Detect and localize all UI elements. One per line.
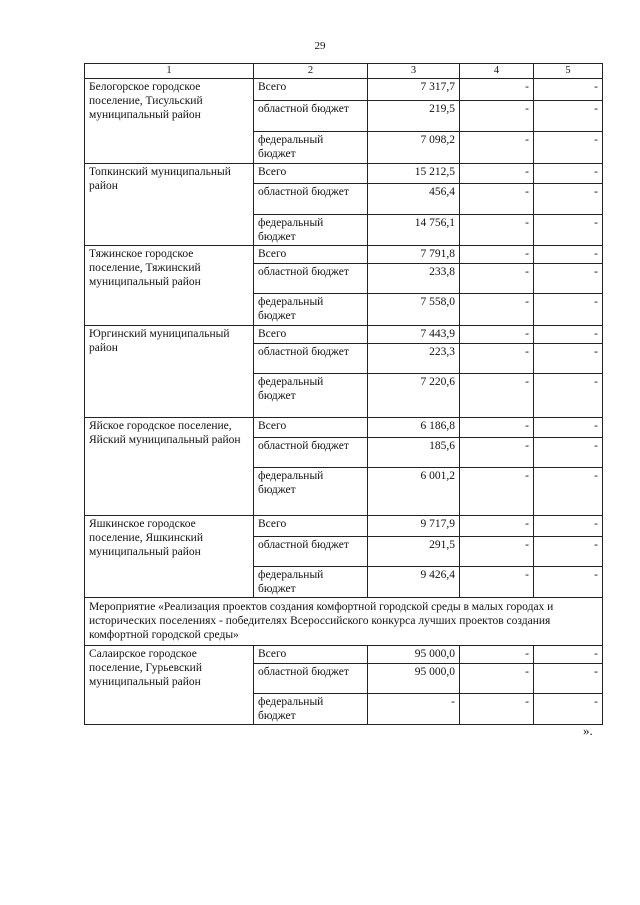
col5-cell: -: [534, 215, 603, 246]
budget-label: федеральный бюджет: [254, 468, 368, 516]
budget-label: Всего: [254, 418, 368, 438]
amount-cell: 15 212,5: [368, 164, 460, 184]
col4-cell: -: [460, 294, 534, 326]
col4-cell: -: [460, 101, 534, 132]
table-row: [85, 418, 603, 438]
budget-label: областной бюджет: [254, 184, 368, 215]
municipality-name: Топкинский муниципальный район: [85, 164, 254, 246]
header-cell-5: 5: [534, 64, 603, 79]
budget-label: областной бюджет: [254, 101, 368, 132]
header-cell-1: 1: [85, 64, 254, 79]
amount-cell: 219,5: [368, 101, 460, 132]
header-cell-2: 2: [254, 64, 368, 79]
header-cell-3: 3: [368, 64, 460, 79]
col4-cell: -: [460, 184, 534, 215]
col4-cell: -: [460, 215, 534, 246]
col4-cell: -: [460, 567, 534, 598]
budget-label: федеральный бюджет: [254, 567, 368, 598]
amount-cell: 223,3: [368, 344, 460, 374]
closing-quote-mark: ».: [583, 723, 593, 738]
municipality-name: Яйское городское поселение, Яйский муниципальный район: [85, 418, 254, 516]
budget-label: Всего: [254, 164, 368, 184]
col4-cell: -: [460, 664, 534, 694]
municipality-name: Яшкинское городское поселение, Яшкинский муниципальный район: [85, 516, 254, 598]
col4-cell: -: [460, 418, 534, 438]
budget-label: областной бюджет: [254, 664, 368, 694]
col5-cell: -: [534, 164, 603, 184]
col5-cell: -: [534, 516, 603, 537]
col5-cell: -: [534, 567, 603, 598]
amount-cell: 7 317,7: [368, 79, 460, 101]
header-cell-4: 4: [460, 64, 534, 79]
amount-cell: 7 220,6: [368, 374, 460, 418]
amount-cell: 456,4: [368, 184, 460, 215]
col5-cell: -: [534, 246, 603, 264]
budget-label: областной бюджет: [254, 537, 368, 567]
col5-cell: -: [534, 326, 603, 344]
col5-cell: -: [534, 438, 603, 468]
col5-cell: -: [534, 294, 603, 326]
municipality-name: Тяжинское городское поселение, Тяжинский муниципальный район: [85, 246, 254, 326]
col4-cell: -: [460, 516, 534, 537]
page-number: 29: [314, 40, 326, 52]
col5-cell: -: [534, 132, 603, 164]
col5-cell: -: [534, 418, 603, 438]
amount-cell: 7 558,0: [368, 294, 460, 326]
col5-cell: -: [534, 537, 603, 567]
budget-label: областной бюджет: [254, 438, 368, 468]
amount-cell: -: [368, 694, 460, 725]
col4-cell: -: [460, 694, 534, 725]
amount-cell: 7 791,8: [368, 246, 460, 264]
col4-cell: -: [460, 374, 534, 418]
col5-cell: -: [534, 184, 603, 215]
measure-description: Мероприятие «Реализация проектов создания комфортной городской среды в малых городах и исторических поселениях - победителях Всероссийского конкурса лучших проектов создания комфортной городской среды»: [85, 598, 603, 646]
municipality-name: Белогорское городское поселение, Тисульский муниципальный район: [85, 79, 254, 164]
col5-cell: -: [534, 101, 603, 132]
col4-cell: -: [460, 438, 534, 468]
col5-cell: -: [534, 664, 603, 694]
amount-cell: 6 186,8: [368, 418, 460, 438]
col5-cell: -: [534, 264, 603, 294]
col4-cell: -: [460, 79, 534, 101]
col4-cell: -: [460, 164, 534, 184]
amount-cell: 7 443,9: [368, 326, 460, 344]
col4-cell: -: [460, 132, 534, 164]
amount-cell: 9 717,9: [368, 516, 460, 537]
budget-label: федеральный бюджет: [254, 215, 368, 246]
col4-cell: -: [460, 326, 534, 344]
table-row: [85, 79, 603, 101]
amount-cell: 6 001,2: [368, 468, 460, 516]
col4-cell: -: [460, 344, 534, 374]
amount-cell: 9 426,4: [368, 567, 460, 598]
table-row: [85, 516, 603, 537]
col5-cell: -: [534, 344, 603, 374]
col5-cell: -: [534, 374, 603, 418]
budget-label: областной бюджет: [254, 264, 368, 294]
amount-cell: 95 000,0: [368, 646, 460, 664]
table-row: [85, 164, 603, 184]
table-row: [85, 246, 603, 264]
budget-label: областной бюджет: [254, 344, 368, 374]
amount-cell: 95 000,0: [368, 664, 460, 694]
budget-label: Всего: [254, 516, 368, 537]
budget-label: Всего: [254, 79, 368, 101]
col4-cell: -: [460, 468, 534, 516]
amount-cell: 7 098,2: [368, 132, 460, 164]
col5-cell: -: [534, 468, 603, 516]
budget-table: [84, 63, 603, 725]
table-row: [85, 646, 603, 664]
budget-label: федеральный бюджет: [254, 132, 368, 164]
budget-label: Всего: [254, 246, 368, 264]
municipality-name: Юргинский муниципальный район: [85, 326, 254, 418]
col4-cell: -: [460, 264, 534, 294]
budget-label: Всего: [254, 646, 368, 664]
amount-cell: 291,5: [368, 537, 460, 567]
col4-cell: -: [460, 246, 534, 264]
table-row: [85, 598, 603, 646]
col4-cell: -: [460, 537, 534, 567]
col4-cell: -: [460, 646, 534, 664]
table-row: [85, 326, 603, 344]
col5-cell: -: [534, 646, 603, 664]
table-header-row: [85, 64, 603, 79]
col5-cell: -: [534, 79, 603, 101]
municipality-name: Салаирское городское поселение, Гурьевский муниципальный район: [85, 646, 254, 725]
budget-label: федеральный бюджет: [254, 374, 368, 418]
amount-cell: 14 756,1: [368, 215, 460, 246]
budget-label: федеральный бюджет: [254, 294, 368, 326]
budget-label: федеральный бюджет: [254, 694, 368, 725]
col5-cell: -: [534, 694, 603, 725]
amount-cell: 185,6: [368, 438, 460, 468]
amount-cell: 233,8: [368, 264, 460, 294]
budget-label: Всего: [254, 326, 368, 344]
